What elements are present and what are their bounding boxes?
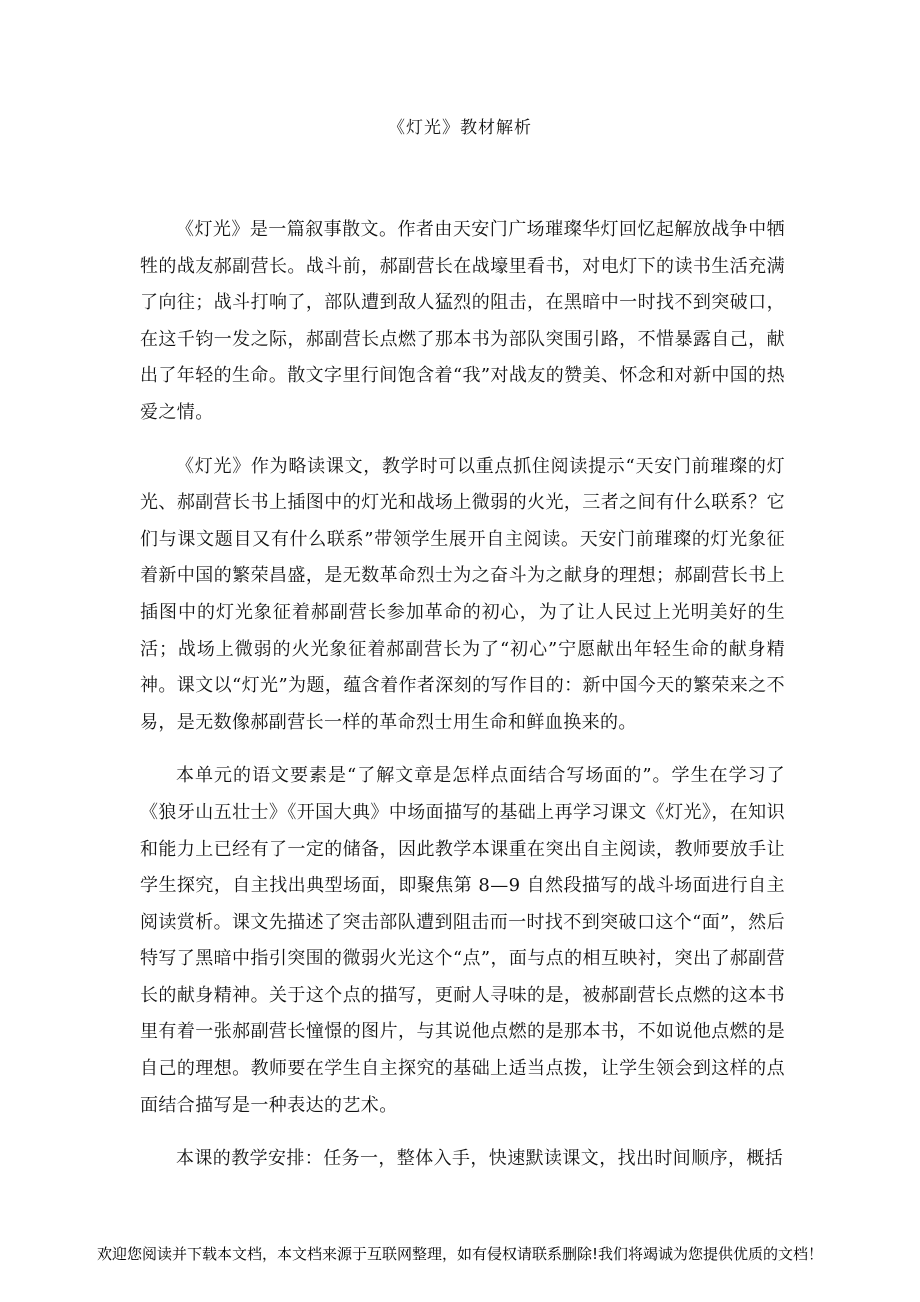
document-body [140,212,785,1195]
paragraph-4: 本课的教学安排：任务一，整体入手，快速默读课文，找出时间顺序，概括 [176,1148,784,1170]
document-title: 《灯光》教材解析 [388,118,532,138]
footer-notice: 欢迎您阅读并下载本文档，本文档来源于互联网整理，如有侵权请联系删除!我们将竭诚为您提供优质的文档！ [96,1245,824,1263]
paragraph-1: 《灯光》是一篇叙事散文。作者由天安门广场璀璨华灯回忆起解放战争中牺牲的战友郝副营长。战斗前，郝副营长在战壕里看书，对电灯下的读书生活充满了向往；战斗打响了，部队遭到敌人猛烈的阻击，在黑暗中一时找不到突破口，在这千钧一发之际，郝副营长点燃了那本书为部队突围引路，不惜暴露自己，献出了年轻的生命。散文字里行间饱含着“我”对战友的赞美、怀念和对新中国的热爱之情。 [140,219,785,423]
paragraph-2: 《灯光》作为略读课文，教学时可以重点抓住阅读提示“天安门前璀璨的灯光、郝副营长书上插图中的灯光和战场上微弱的火光，三者之间有什么联系？它们与课文题目又有什么联系”带领学生展开自主阅读。天安门前璀璨的灯光象征着新中国的繁荣昌盛，是无数革命烈士为之奋斗为之献身的理想；郝副营长书上插图中的灯光象征着郝副营长参加革命的初心，为了让人民过上光明美好的生活；战场上微弱的火光象征着郝副营长为了“初心”宁愿献出年轻生命的献身精神。课文以“灯光”为题，蕴含着作者深刻的写作目的：新中国今天的繁荣来之不易，是无数像郝副营长一样的革命烈士用生命和鲜血换来的。 [140,455,785,733]
paragraph-3: 本单元的语文要素是“了解文章是怎样点面结合写场面的”。学生在学习了《狼牙山五壮士》《开国大典》中场面描写的基础上再学习课文《灯光》，在知识和能力上已经有了一定的储备，因此教学本课重在突出自主阅读，教师要放手让学生探究，自主找出典型场面，即聚焦第 8—9 自然段描写的战斗场面进行自主阅读赏析。课文先描述了突击部队遭到阻击而一时找不到突破口这个“面”，然后特写了黑暗中指引突围的微弱火光这个“点”，面与点的相互映衬，突出了郝副营长的献身精神。关于这个点的描写，更耐人寻味的是，被郝副营长点燃的这本书里有着一张郝副营长憧憬的图片，与其说他点燃的是那本书，不如说他点燃的是自己的理想。教师要在学生自主探究的基础上适当点拨，让学生领会到这样的点面结合描写是一种表达的艺术。 [140,765,785,1116]
